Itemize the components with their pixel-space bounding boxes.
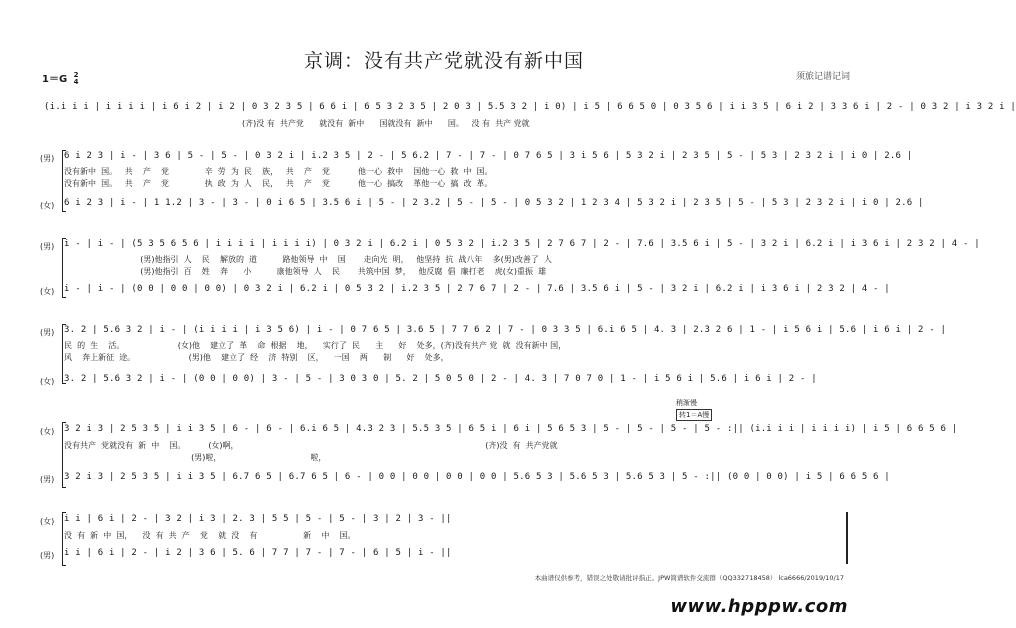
notes-line-female: 3 2 i 3 | 2 5 3 5 | i i 3 5 | 6 - | 6 - | 6.i 6 5 | 4.3 2 3 | 5.5 3 5 | 6 5 i | 6 i | 5 6 5 3 | 5 - | 5 - | 5 - | 5 - :|| (i.i i i | i i i i) | i 5 | 6 6 5 6 | [64,424,958,434]
system-2 [40,148,924,224]
lyrics-line-1: 没有共产 党就没有 新 中 国。 (女)啊， (齐)没 有 共产党就 [64,441,558,450]
key-change-annotation: 转1＝A慢 [676,409,712,421]
lyrics-line-2: (男)他指引 百 姓 奔 小 康他领导 人 民 共筑中国 梦， 他反腐 倡 廉打老 虎(女)重振 雄 [64,267,547,276]
lyrics-line-2: 没有新中 国。 共 产 党 执 政 为 人 民， 共 产 党 他一心 搞改 革他一心 搞 改 革。 [64,179,493,188]
notes-line-male: i i | 6 i | 2 - | i 2 | 3 6 | 5. 6 | 7 7 | 7 - | 7 - | 6 | 5 | i - || [64,548,452,558]
lyrics-line-1: 没有新中 国。 共 产 党 辛 劳 为 民 族， 共 产 党 他一心 救中 国他一心 救 中 国。 [64,167,493,176]
site-watermark: www.hpppw.com [670,596,848,617]
system-1 [40,100,1016,136]
system-4 [40,322,947,392]
footer-note: 本曲谱仅供参考，错误之处敬请批评指正。JPW简谱软件交流群（QQ332718458） lca6666/2019/10/17 [534,574,844,582]
lyrics-line-1: 没 有 新 中 国， 没 有 共 产 党 就 没 有 新 中 国。 [64,531,356,540]
key-signature [42,70,79,86]
lyrics-line-1: 民 的 生 活。 (女)他 建立了 革 命 根据 地， 实行了 民 主 好 处多，(齐)没有共产 党 就 没有新中 国， [64,341,567,350]
system-5 [40,398,958,488]
voice-label-male: (男) [40,551,55,560]
notes-line-female: i i | 6 i | 2 - | 3 2 | i 3 | 2. 3 | 5 5 | 5 - | 5 - | 3 | 2 | 3 - || [64,514,452,524]
voice-label-female: (女) [40,201,55,210]
page-title: 京调：没有共产党就没有新中国 [303,50,584,72]
notes-line: (i.i i i | i i i i | i 6 i 2 | i 2 | 0 3 2 3 5 | 6 6 i | 6 5 3 2 3 5 | 2 0 3 | 5.5 3 2 | i 0) | i 5 | 6 6 5 0 | 0 3 5 6 | i i 3 5 | 6 i 2 | 3 3 6 i | 2 - | 0 3 2 | i 3 2 i | [44,102,1016,112]
voice-label-male: (男) [40,475,55,484]
notes-line-male: i - | i - | (5 3 5 6 5 6 | i i i i | i i i i) | 0 3 2 i | 6.2 i | 0 5 3 2 | i.2 3 5 | 2 7 6 7 | 2 - | 7.6 | 3.5 6 i | 5 - | 3 2 i | 6.2 i | i 3 6 i | 2 3 2 | 4 - | [64,239,980,249]
system-3 [40,236,980,306]
system-6 [40,510,848,570]
voice-label-female: (女) [40,377,55,386]
notes-line-male: 3 2 i 3 | 2 5 3 5 | i i 3 5 | 6.7 6 5 | 6.7 6 5 | 6 - | 0 0 | 0 0 | 0 0 | 0 0 | 5.6 5 3 | 5.6 5 3 | 5.6 5 3 | 5 - :|| (0 0 | 0 0) | i 5 | 6 6 5 6 | [64,472,890,482]
voice-label-female: (女) [40,287,55,296]
notes-line-male: 6 i 2 3 | i - | 3 6 | 5 - | 5 - | 0 3 2 i | i.2 3 5 | 2 - | 5 6.2 | 7 - | 7 - | 0 7 6 5 | 3 i 5 6 | 5 3 2 i | 2 3 5 | 5 - | 5 3 | 2 3 2 i | i 0 | 2.6 | [64,151,913,161]
lyrics-line-1: (男)他指引 人 民 解放的 道 路他领导 中 国 走向光 明， 他坚持 抗 战八年 多(男)改善了 人 [64,255,552,264]
voice-label-male: (男) [40,154,55,163]
lyrics-line-2: 风 奔上新征 途。 (男)他 建立了 经 济 特别 区， 一国 两 制 好 处多， [64,353,449,362]
key-text: 1＝G [42,74,68,85]
notes-line-male: 3. 2 | 5.6 3 2 | i - | (i i i i | i 3 5 6) | i - | 0 7 6 5 | 3.6 5 | 7 7 6 2 | 7 - | 0 3 3 5 | 6.i 6 5 | 4. 3 | 2.3 2 6 | 1 - | i 5 6 i | 5.6 | i 6 i | 2 - | [64,325,947,335]
voice-label-male: (男) [40,242,55,251]
credit: 须旅记谱记词 [795,72,850,82]
voice-label-female: (女) [40,427,55,436]
meter-bottom: 4 [73,78,79,86]
notes-line-female: 3. 2 | 5.6 3 2 | i - | (0 0 | 0 0) | 3 - | 5 - | 3 0 3 0 | 5. 2 | 5 0 5 0 | 2 - | 4. 3 | 7 0 7 0 | 1 - | i 5 6 i | 5.6 | i 6 i | 2 - | [64,374,817,384]
voice-label-male: (男) [40,328,55,337]
lyrics-line: (齐)没 有 共产党 就没有 新中 国就没有 新中 国。 没 有 共产 党就 [64,119,530,128]
meter-top: 2 [73,71,79,79]
tempo-annotation: 稍渐慢 [676,399,697,407]
lyrics-line-2: (男)啦， 啦， [64,453,327,462]
notes-line-female: 6 i 2 3 | i - | 1 1.2 | 3 - | 3 - | 0 i 6 5 | 3.5 6 i | 5 - | 2 3.2 | 5 - | 5 - | 0 5 3 2 | 1 2 3 4 | 5 3 2 i | 2 3 5 | 5 - | 5 3 | 2 3 2 i | i 0 | 2.6 | [64,198,924,208]
notes-line-female: i - | i - | (0 0 | 0 0 | 0 0) | 0 3 2 i | 6.2 i | 0 5 3 2 | i.2 3 5 | 2 7 6 7 | 2 - | 7.6 | 3.5 6 i | 5 - | 3 2 i | 6.2 i | i 3 6 i | 2 3 2 | 4 - | [64,284,890,294]
voice-label-female: (女) [40,517,55,526]
time-signature [74,72,79,86]
